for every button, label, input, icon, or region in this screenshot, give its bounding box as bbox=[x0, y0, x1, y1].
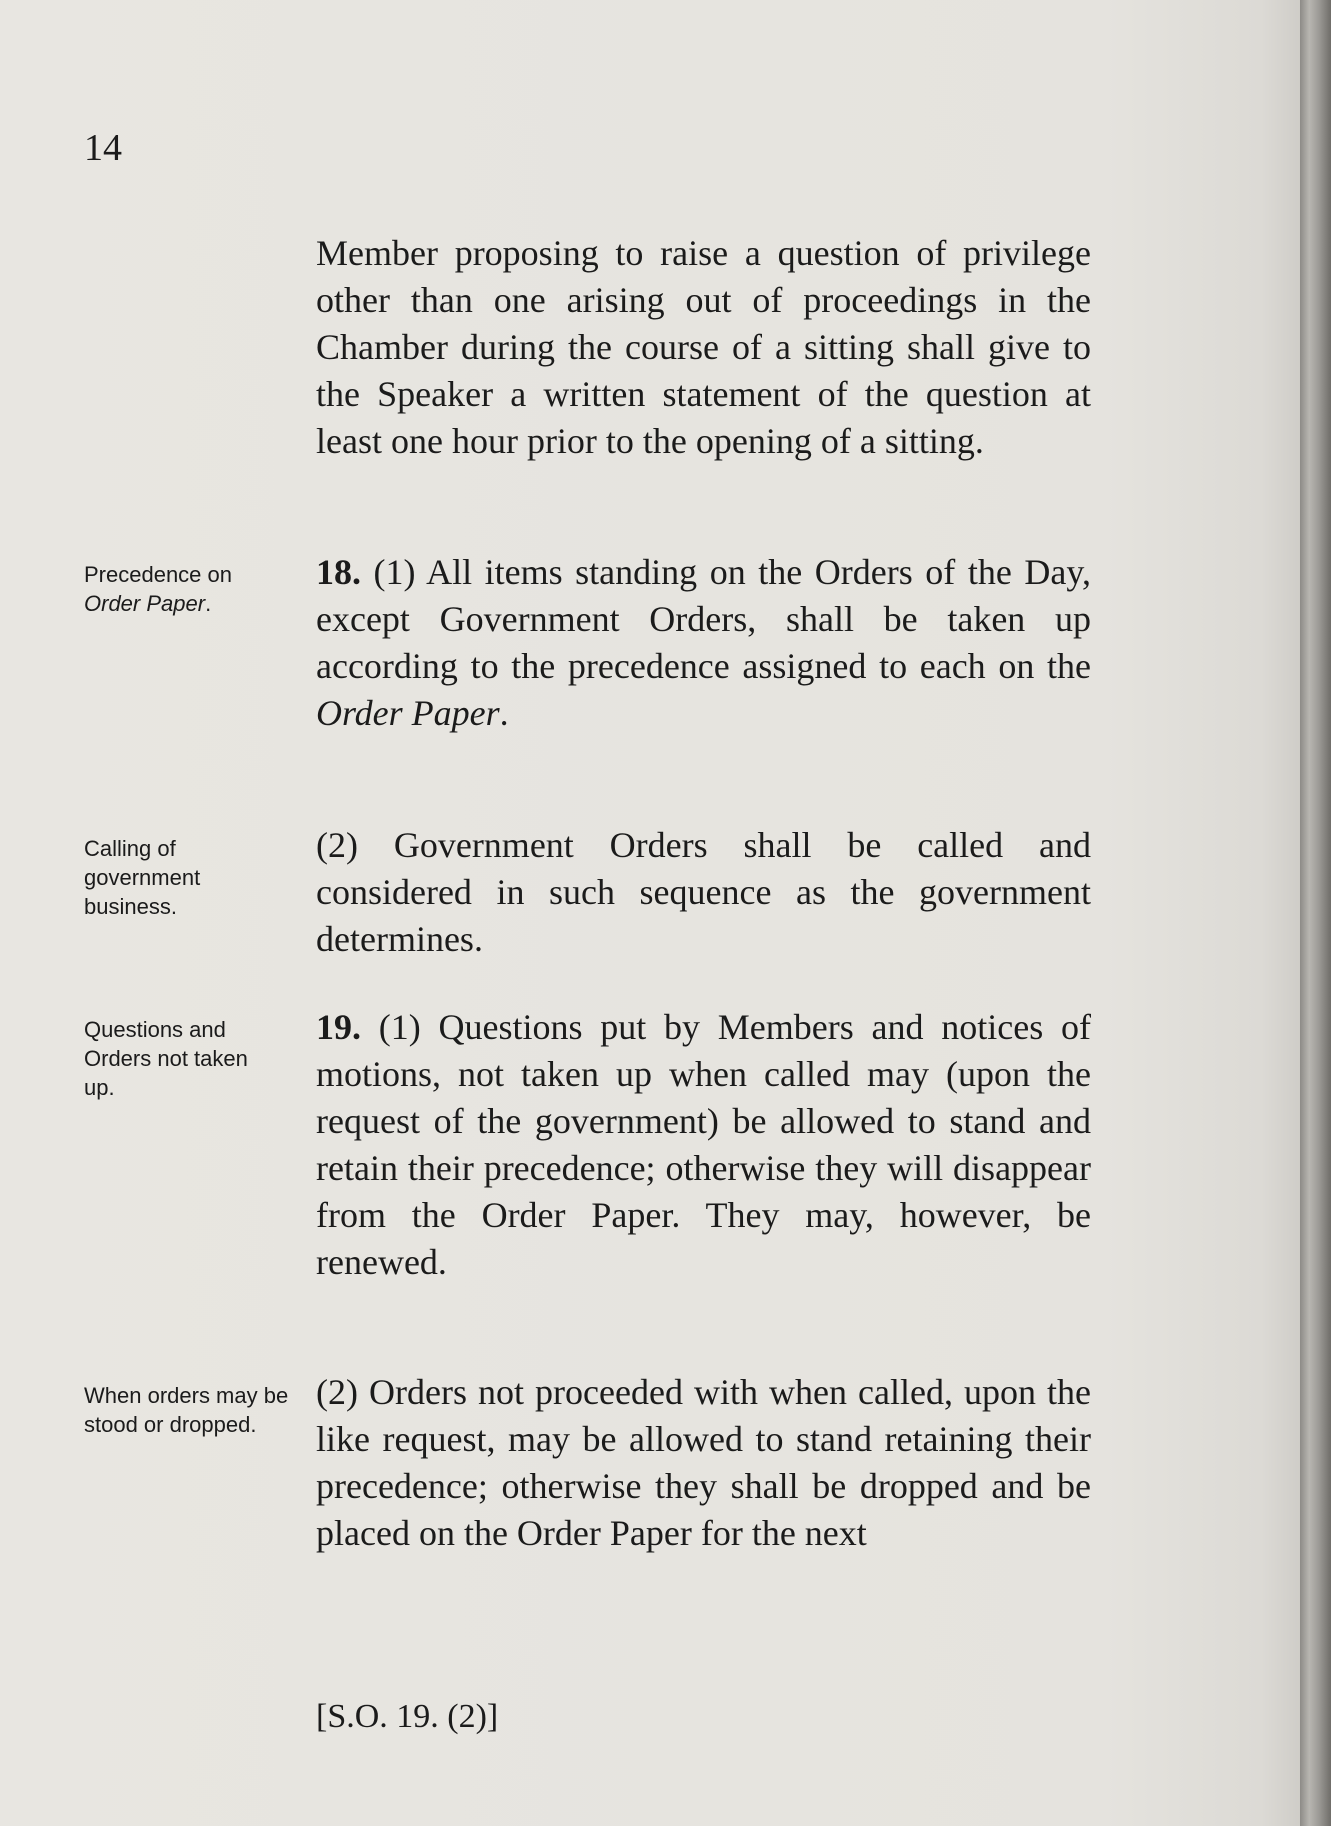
margin-note-precedence bbox=[84, 560, 294, 618]
section-number-19: 19. bbox=[316, 1007, 361, 1047]
section-number-18: 18. bbox=[316, 552, 361, 592]
paragraph-19-1-text: (1) Questions put by Members and notices of motions, not taken up when called may (upon the request of the government) be allowed to stand and retain their precedence; otherwise they will disappear from the Order Paper. They may, however, be renewed. bbox=[316, 1007, 1091, 1282]
paragraph-18-1-text: (1) All items standing on the Orders of the Day, except Government Orders, shall be taken up according to the precedence assigned to each on the bbox=[316, 552, 1091, 686]
paragraph-19-2: (2) Orders not proceeded with when called, upon the like request, may be allowed to stand retaining their precedence; otherwise they shall be dropped and be placed on the Order Paper for the next bbox=[316, 1372, 1091, 1553]
margin-note-precedence-period: . bbox=[205, 591, 212, 616]
paragraph-continuation: Member proposing to raise a question of privilege other than one arising out of proceedings in the Chamber during the course of a sitting shall give to the Speaker a written statement of the question at least one hour prior to the opening of a sitting. bbox=[316, 233, 1091, 461]
paragraph-19-1 bbox=[316, 1004, 1091, 1286]
margin-note-questions: Questions and Orders not taken up. bbox=[84, 1017, 248, 1100]
book-gutter-edge bbox=[1300, 0, 1331, 1826]
margin-note-when-orders: When orders may be stood or dropped. bbox=[84, 1383, 289, 1437]
footer-reference: [S.O. 19. (2)] bbox=[316, 1698, 499, 1735]
paragraph-18-1-italic: Order Paper bbox=[316, 693, 500, 733]
paragraph-18-2: (2) Government Orders shall be called and considered in such sequence as the government determines. bbox=[316, 825, 1091, 959]
margin-note-precedence-line1: Precedence on bbox=[84, 562, 232, 587]
margin-note-precedence-italic: Order Paper bbox=[84, 591, 206, 616]
paragraph-18-1 bbox=[316, 549, 1091, 737]
margin-note-calling: Calling of government business. bbox=[84, 836, 201, 919]
paragraph-18-1-end: . bbox=[499, 693, 509, 733]
page-number: 14 bbox=[84, 127, 122, 169]
